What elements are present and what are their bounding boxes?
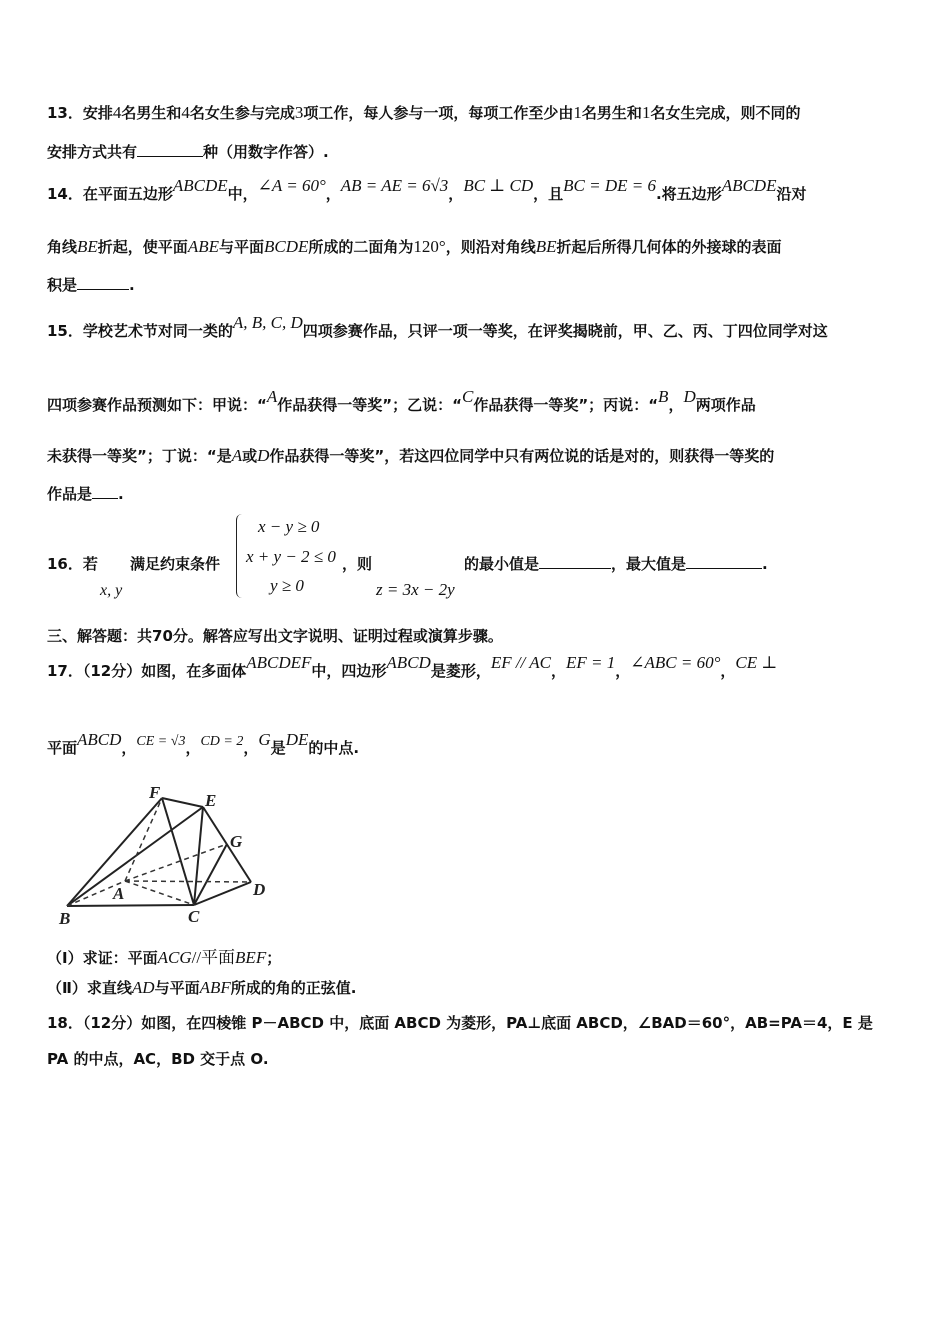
math-angle-abc: ∠ABC = 60° — [630, 653, 721, 672]
q13-line-2 — [47, 141, 329, 162]
q15-text: 作品获得一等奖”，若这四位同学中只有两位说的话是对的，则获得一等奖的 — [269, 447, 775, 465]
q17-line-1 — [47, 653, 778, 681]
edge-ac — [125, 881, 194, 905]
q16-text: ，则 — [342, 555, 373, 573]
q14-text: . — [129, 276, 135, 294]
q17-text: ， — [720, 662, 736, 680]
answer-blank[interactable] — [77, 275, 129, 290]
figure-solid-edges — [67, 798, 251, 906]
edge-fc — [162, 798, 194, 905]
label-e: E — [205, 791, 217, 810]
math-degree: 120° — [413, 237, 446, 256]
answer-blank-max[interactable] — [686, 554, 762, 569]
q13-num: 4 — [112, 103, 122, 122]
math-bc-de: BC = DE = 6 — [563, 176, 656, 195]
math-a: A — [266, 387, 278, 406]
q17-text: ； — [266, 949, 282, 967]
math-ad: AD — [131, 978, 155, 997]
q17-text: 的中点. — [308, 739, 360, 757]
edge-ag — [125, 844, 227, 881]
q17-part-1 — [47, 943, 281, 968]
q13-text: 名男生和 — [121, 104, 182, 122]
q15-line-2 — [47, 387, 756, 415]
q14-text: 沿对 — [776, 185, 807, 203]
q17-text: 所成的角的正弦值. — [230, 979, 357, 997]
label-d: D — [253, 880, 266, 899]
section-3-heading: 三、解答题：共70分。解答应写出文字说明、证明过程或演算步骤。 — [47, 627, 503, 645]
math-ab-ae: AB = AE = 6√3 — [340, 176, 449, 195]
math-d: D — [257, 446, 270, 465]
q17-text: 是菱形， — [430, 662, 491, 680]
edge-bc — [67, 905, 194, 906]
q13-text: 安排方式共有 — [47, 143, 138, 161]
math-angle: ∠A = 60° — [257, 176, 326, 195]
q15-line-1 — [47, 313, 828, 341]
math-be: BE — [77, 237, 98, 256]
q16-constraint-label — [130, 553, 220, 574]
math-g: G — [258, 730, 271, 749]
q17-text: ， — [243, 739, 259, 757]
q17-text: ， — [121, 739, 137, 757]
math-be: BE — [535, 237, 557, 256]
q17-text: 平面 — [47, 739, 78, 757]
math-perp: BC ⊥ CD — [463, 176, 534, 195]
label-c: C — [188, 907, 200, 926]
q14-text: ，且 — [533, 185, 564, 203]
q17-text: 是 — [270, 739, 286, 757]
q13-text: 项工作，每人参与一项，每项工作至少由 — [303, 104, 574, 122]
q15-text: 或 — [242, 447, 258, 465]
math-cd: CD = 2 — [200, 734, 244, 749]
q17-text: ， — [185, 739, 201, 757]
q16-text: 的最小值是 — [464, 555, 540, 573]
q13-num: 1 — [641, 103, 651, 122]
math-abe: ABE — [187, 237, 219, 256]
q17-text: （Ⅰ）求证：平面 — [47, 949, 158, 967]
q13-text: 名女生完成，则不同的 — [650, 104, 801, 122]
q14-text: ， — [448, 185, 464, 203]
math-abcd: A, B, C, D — [232, 313, 303, 332]
edge-be — [67, 807, 203, 906]
math-pentagon: ABCDE — [721, 176, 777, 195]
label-b: B — [59, 909, 71, 927]
q13-num: 4 — [181, 103, 190, 122]
edge-af — [125, 798, 162, 881]
q14-text: 折起，使平面 — [97, 238, 188, 256]
q16-text: 16．若 — [47, 555, 98, 573]
q17-line-2 — [47, 730, 360, 758]
math-bcde: BCDE — [263, 237, 309, 256]
q17-text: 与平面 — [154, 979, 200, 997]
q14-text: 折起后所得几何体的外接球的表面 — [556, 238, 782, 256]
math-de: DE — [285, 730, 309, 749]
answer-blank-min[interactable] — [539, 554, 611, 569]
math-pentagon: ABCDE — [172, 176, 228, 195]
math-ce: CE = √3 — [136, 734, 186, 749]
q14-text: ，则沿对角线 — [445, 238, 536, 256]
q15-line-3 — [47, 445, 774, 466]
q13-text: 13．安排 — [47, 104, 113, 122]
q15-text: 作品获得一等奖”；乙说：“ — [277, 396, 462, 414]
q15-text: 四项参赛作品，只评一项一等奖，在评奖揭晓前，甲、乙、丙、丁四位同学对这 — [302, 322, 828, 340]
q16-then — [342, 553, 372, 574]
q15-text: 作品获得一等奖”；丙说：“ — [473, 396, 659, 414]
math-ef: EF = 1 — [565, 653, 616, 672]
answer-blank[interactable] — [137, 142, 203, 157]
math-parallel: EF // AC — [490, 653, 551, 672]
q15-line-4 — [47, 483, 124, 504]
math-b: B — [658, 387, 669, 406]
math-z: z = 3x − 2y — [376, 580, 455, 599]
q18-line-1: 18．（12分）如图，在四棱锥 P－ABCD 中，底面 ABCD 为菱形，PA⊥底面 ABCD，∠BAD＝60°，AB=PA＝4，E 是 — [47, 1014, 873, 1032]
math-acg: ACG — [157, 948, 192, 967]
q14-text: .将五边形 — [655, 185, 722, 203]
q17-text: 17．（12分）如图，在多面体 — [47, 662, 247, 680]
q14-text: ， — [325, 185, 341, 203]
q15-text: ， — [668, 396, 684, 414]
q16-text: ，最大值是 — [611, 555, 687, 573]
q17-text: ， — [550, 662, 566, 680]
q15-text: 15．学校艺术节对同一类的 — [47, 322, 233, 340]
q15-text: . — [118, 485, 124, 503]
math-xy: x, y — [100, 582, 123, 599]
math-c: C — [461, 387, 474, 406]
q16-minmax — [464, 553, 768, 574]
q15-text: 两项作品 — [695, 396, 756, 414]
q16-prefix — [47, 553, 98, 574]
q16-text: 满足约束条件 — [130, 555, 221, 573]
constraint-brace — [236, 514, 245, 598]
q13-num: 3 — [294, 103, 304, 122]
q13-text: 名男生和 — [581, 104, 642, 122]
edge-cd — [194, 882, 251, 905]
q14-text: 积是 — [47, 276, 78, 294]
constraint-3: y ≥ 0 — [270, 576, 304, 595]
label-a: A — [113, 884, 125, 903]
math-abf: ABF — [199, 978, 231, 997]
polyhedron-figure — [55, 782, 280, 927]
q14-text: 14．在平面五边形 — [47, 185, 173, 203]
q14-text: 角线 — [47, 238, 78, 256]
q15-text: 作品是 — [47, 485, 93, 503]
constraint-1: x − y ≥ 0 — [258, 517, 320, 536]
q16-text: . — [762, 555, 768, 573]
q13-text: 名女生参与完成 — [189, 104, 295, 122]
math-a: A — [231, 446, 243, 465]
answer-blank[interactable] — [92, 484, 118, 499]
q14-line-1 — [47, 176, 807, 204]
q17-text: ， — [615, 662, 631, 680]
q14-text: 所成的二面角为 — [308, 238, 414, 256]
label-f: F — [149, 783, 161, 802]
q15-text: 四项参赛作品预测如下：甲说：“ — [47, 396, 267, 414]
math-quad: ABCD — [386, 653, 431, 672]
q14-line-2 — [47, 236, 782, 257]
q17-text: 中，四边形 — [311, 662, 387, 680]
q15-text: 未获得一等奖”；丁说：“是 — [47, 447, 232, 465]
q13-num: 1 — [573, 103, 582, 122]
q17-text: （Ⅱ）求直线 — [47, 979, 132, 997]
q14-line-3 — [47, 274, 135, 295]
math-bef: BEF — [235, 948, 267, 967]
constraint-2: x + y − 2 ≤ 0 — [246, 547, 336, 566]
q14-text: 中， — [227, 185, 258, 203]
math-d: D — [683, 387, 696, 406]
q13-line-1 — [47, 102, 800, 123]
math-polyhedron: ABCDEF — [246, 653, 312, 672]
math-ce-perp: CE ⊥ — [735, 653, 778, 672]
edge-ad — [125, 881, 251, 882]
edge-fe — [162, 798, 203, 807]
q14-text: 与平面 — [218, 238, 264, 256]
q17-part-2 — [47, 977, 356, 998]
q13-text: 种（用数字作答）. — [203, 143, 329, 161]
math-plane: ABCD — [77, 730, 122, 749]
q18-line-2: PA 的中点，AC，BD 交于点 O. — [47, 1050, 269, 1068]
q17-text: //平面 — [191, 948, 236, 967]
label-g: G — [230, 832, 243, 851]
